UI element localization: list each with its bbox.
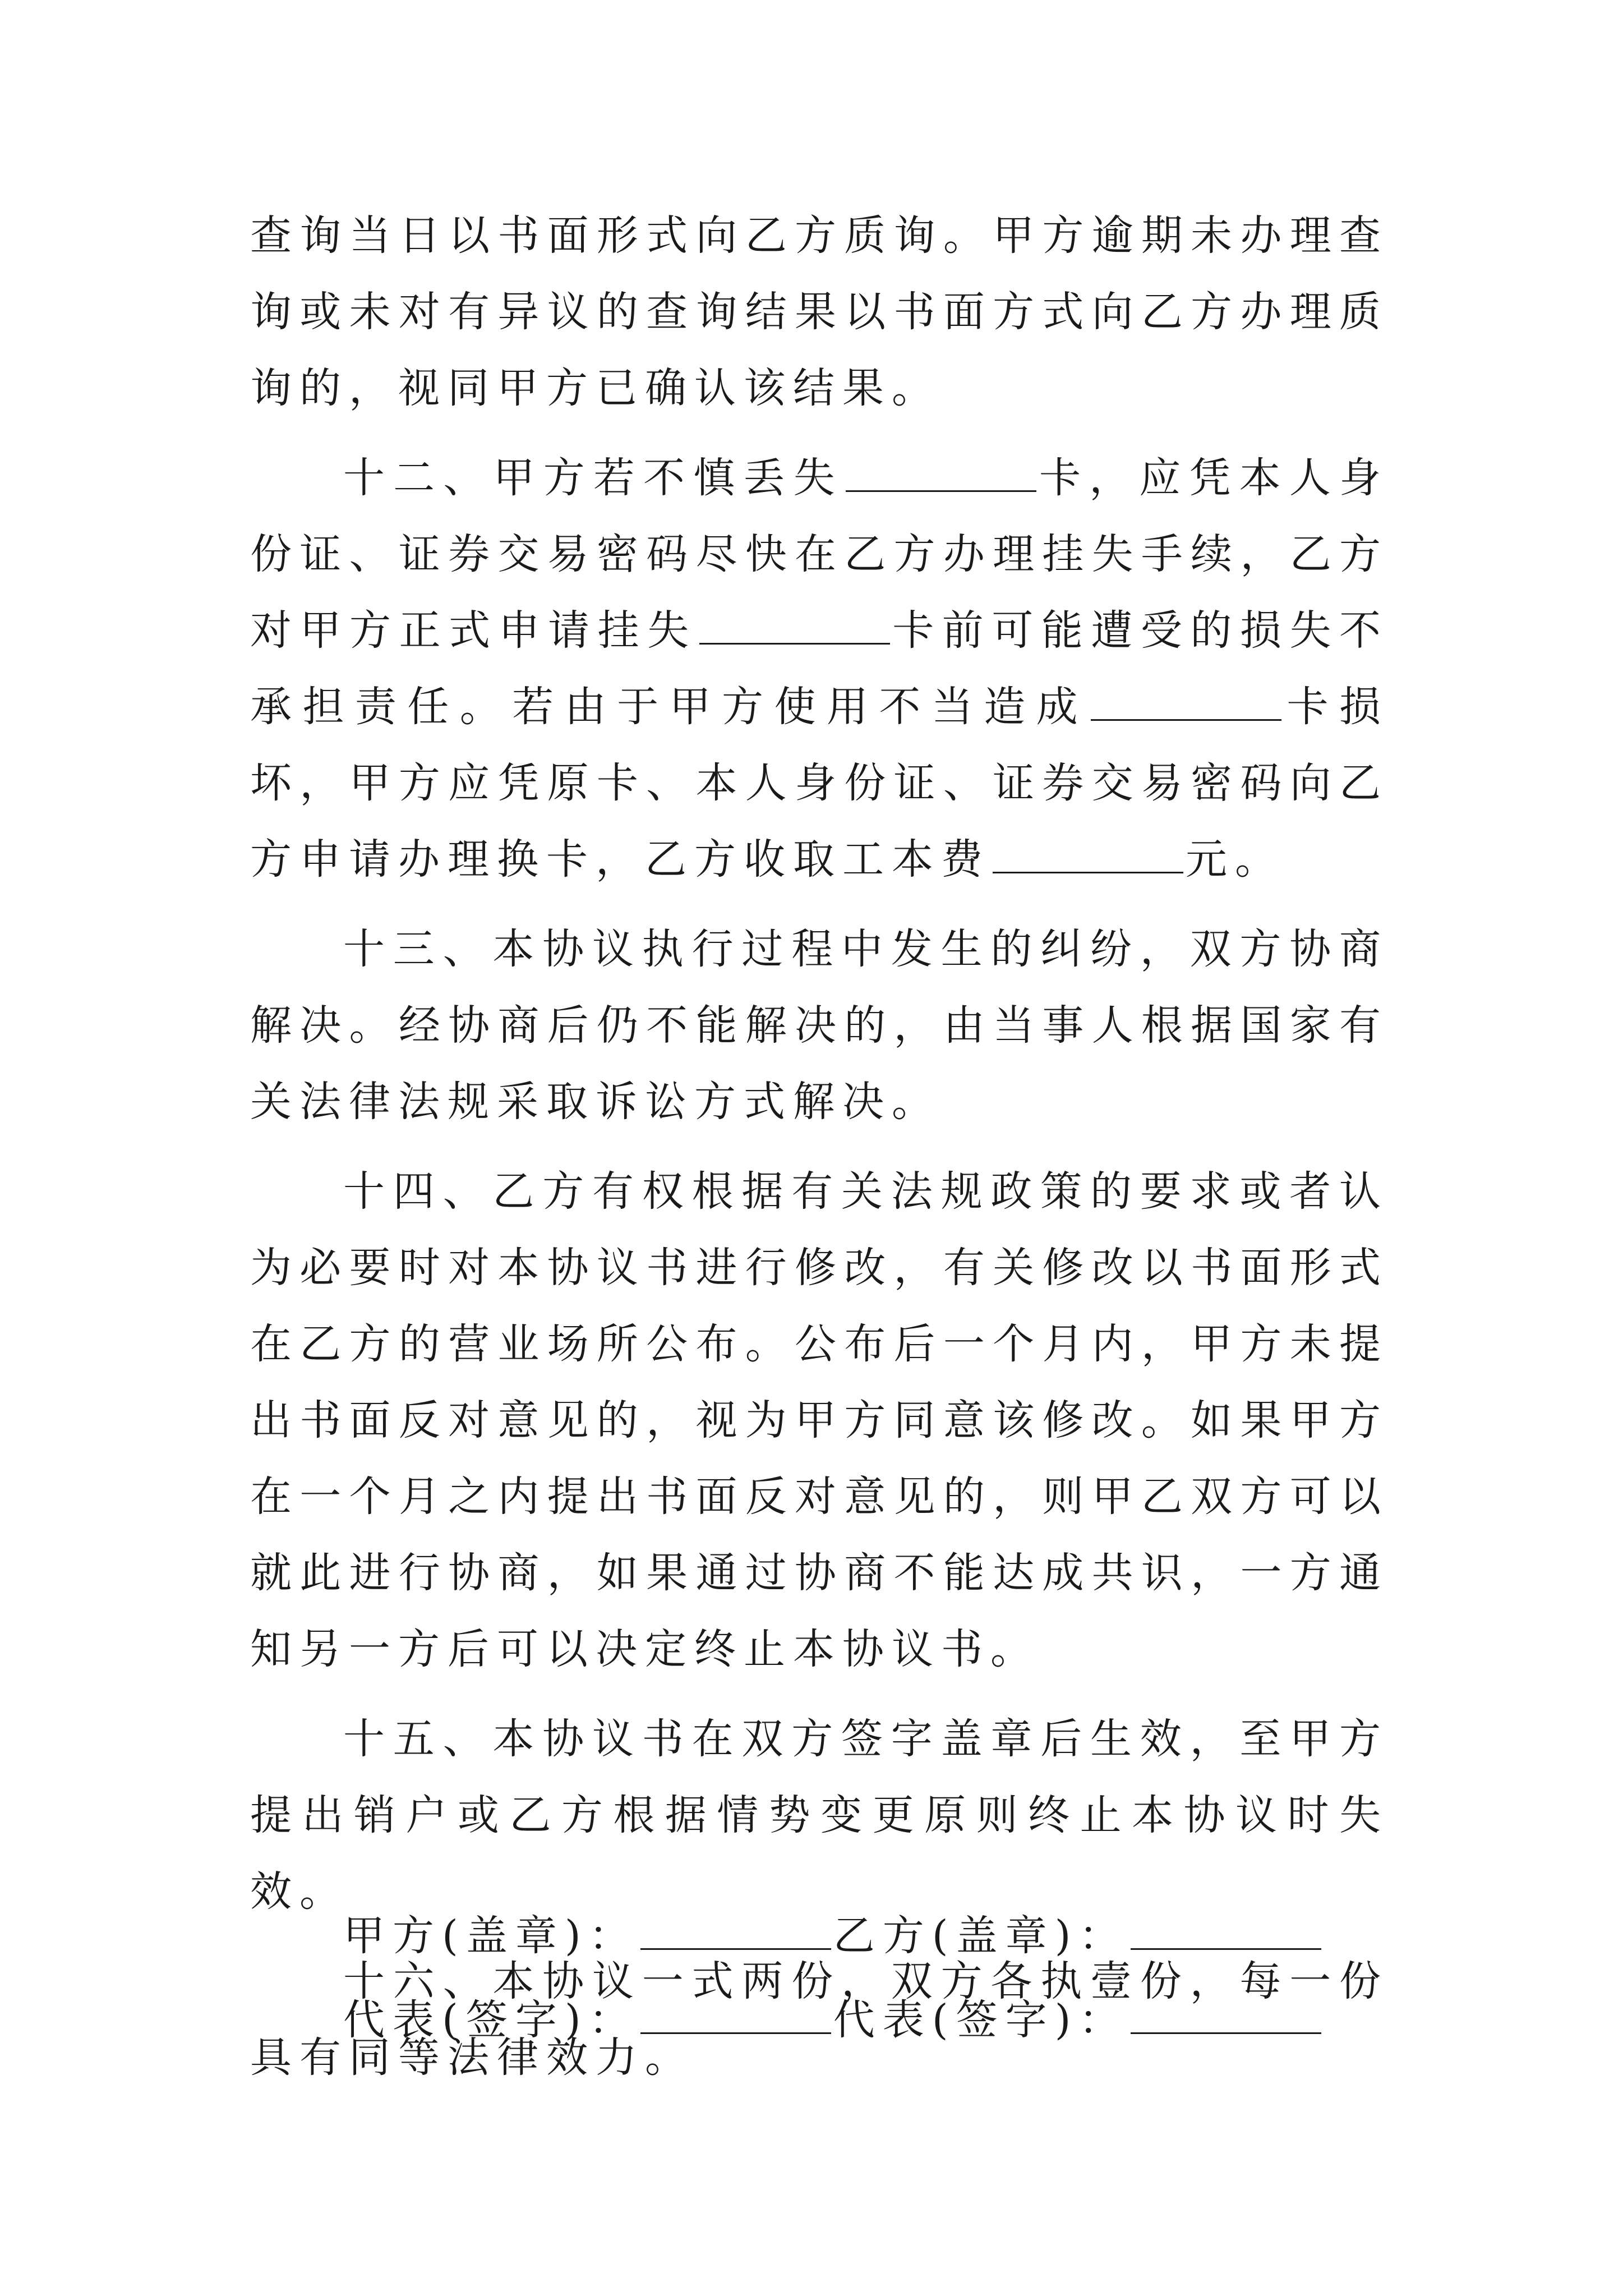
- paragraph-clause-13: [250, 911, 1389, 1140]
- paragraph-clause-14: [250, 1153, 1389, 1687]
- paragraph-text: 十五、本协议书在双方签字盖章后生效，至甲方提出销户或乙方根据情势变更原则终止本协议时失效。: [250, 1715, 1389, 1916]
- signature-block: [343, 1894, 1324, 2062]
- paragraph-continued: [250, 197, 1389, 426]
- signature-row-seal: [343, 1894, 1324, 1978]
- fill-blank-fee-amount[interactable]: [993, 838, 1183, 873]
- paragraph-text: 十四、乙方有权根据有关法规政策的要求或者认为必要时对本协议书进行修改，有关修改以书面形式在乙方的营业场所公布。公布后一个月内，甲方未提出书面反对意见的，视为甲方同意该修改。如果甲方在一个月之内提出书面反对意见的，则甲乙双方可以就此进行协商，如果通过协商不能达成共识，一方通知另一方后可以决定终止本协议书。: [250, 1167, 1389, 1673]
- paragraph-text: 十六、本协议一式两份，双方各执壹份，每一份具有同等法律效力。: [250, 1957, 1389, 2082]
- paragraph-clause-12: [250, 440, 1389, 898]
- fill-blank-card-name[interactable]: [699, 609, 890, 645]
- party-b-rep-blank[interactable]: [1131, 1999, 1321, 2034]
- document-body: [250, 197, 1389, 2109]
- paragraph-text: 卡损坏，甲方应凭原卡、本人身份证、证券交易密码向乙方申请办理换卡，乙方收取工本费: [250, 683, 1389, 884]
- paragraph-text: 查询当日以书面形式向乙方质询。甲方逾期未办理查询或未对有异议的查询结果以书面方式向乙方办理质询的，视同甲方已确认该结果。: [250, 211, 1389, 412]
- party-a-seal-blank[interactable]: [640, 1915, 831, 1950]
- party-b-seal-label: 乙方(盖章)：: [833, 1912, 1128, 1960]
- fill-blank-card-name[interactable]: [1091, 685, 1281, 721]
- signature-row-representative: [343, 1978, 1324, 2062]
- party-a-seal-label: 甲方(盖章)：: [343, 1912, 638, 1960]
- party-a-rep-blank[interactable]: [640, 1999, 831, 2034]
- paragraph-text: 十三、本协议执行过程中发生的纠纷，双方协商解决。经协商后仍不能解决的，由当事人根据国家有关法律法规采取诉讼方式解决。: [250, 925, 1389, 1126]
- paragraph-text: 十二、甲方若不慎丢失: [343, 454, 843, 502]
- paragraph-text: 元。: [1186, 835, 1284, 884]
- paragraph-text: 卡前可能遭受的损失不承担责任。若由于甲方使用不当造成: [250, 606, 1389, 731]
- party-b-seal-blank[interactable]: [1131, 1915, 1321, 1950]
- fill-blank-card-name[interactable]: [846, 457, 1036, 492]
- party-a-rep-label: 代表(签字)：: [343, 1996, 638, 2044]
- paragraph-text: 卡，应凭本人身份证、证券交易密码尽快在乙方办理挂失手续，乙方对甲方正式申请挂失: [250, 454, 1389, 655]
- party-b-rep-label: 代表(签字)：: [833, 1996, 1128, 2044]
